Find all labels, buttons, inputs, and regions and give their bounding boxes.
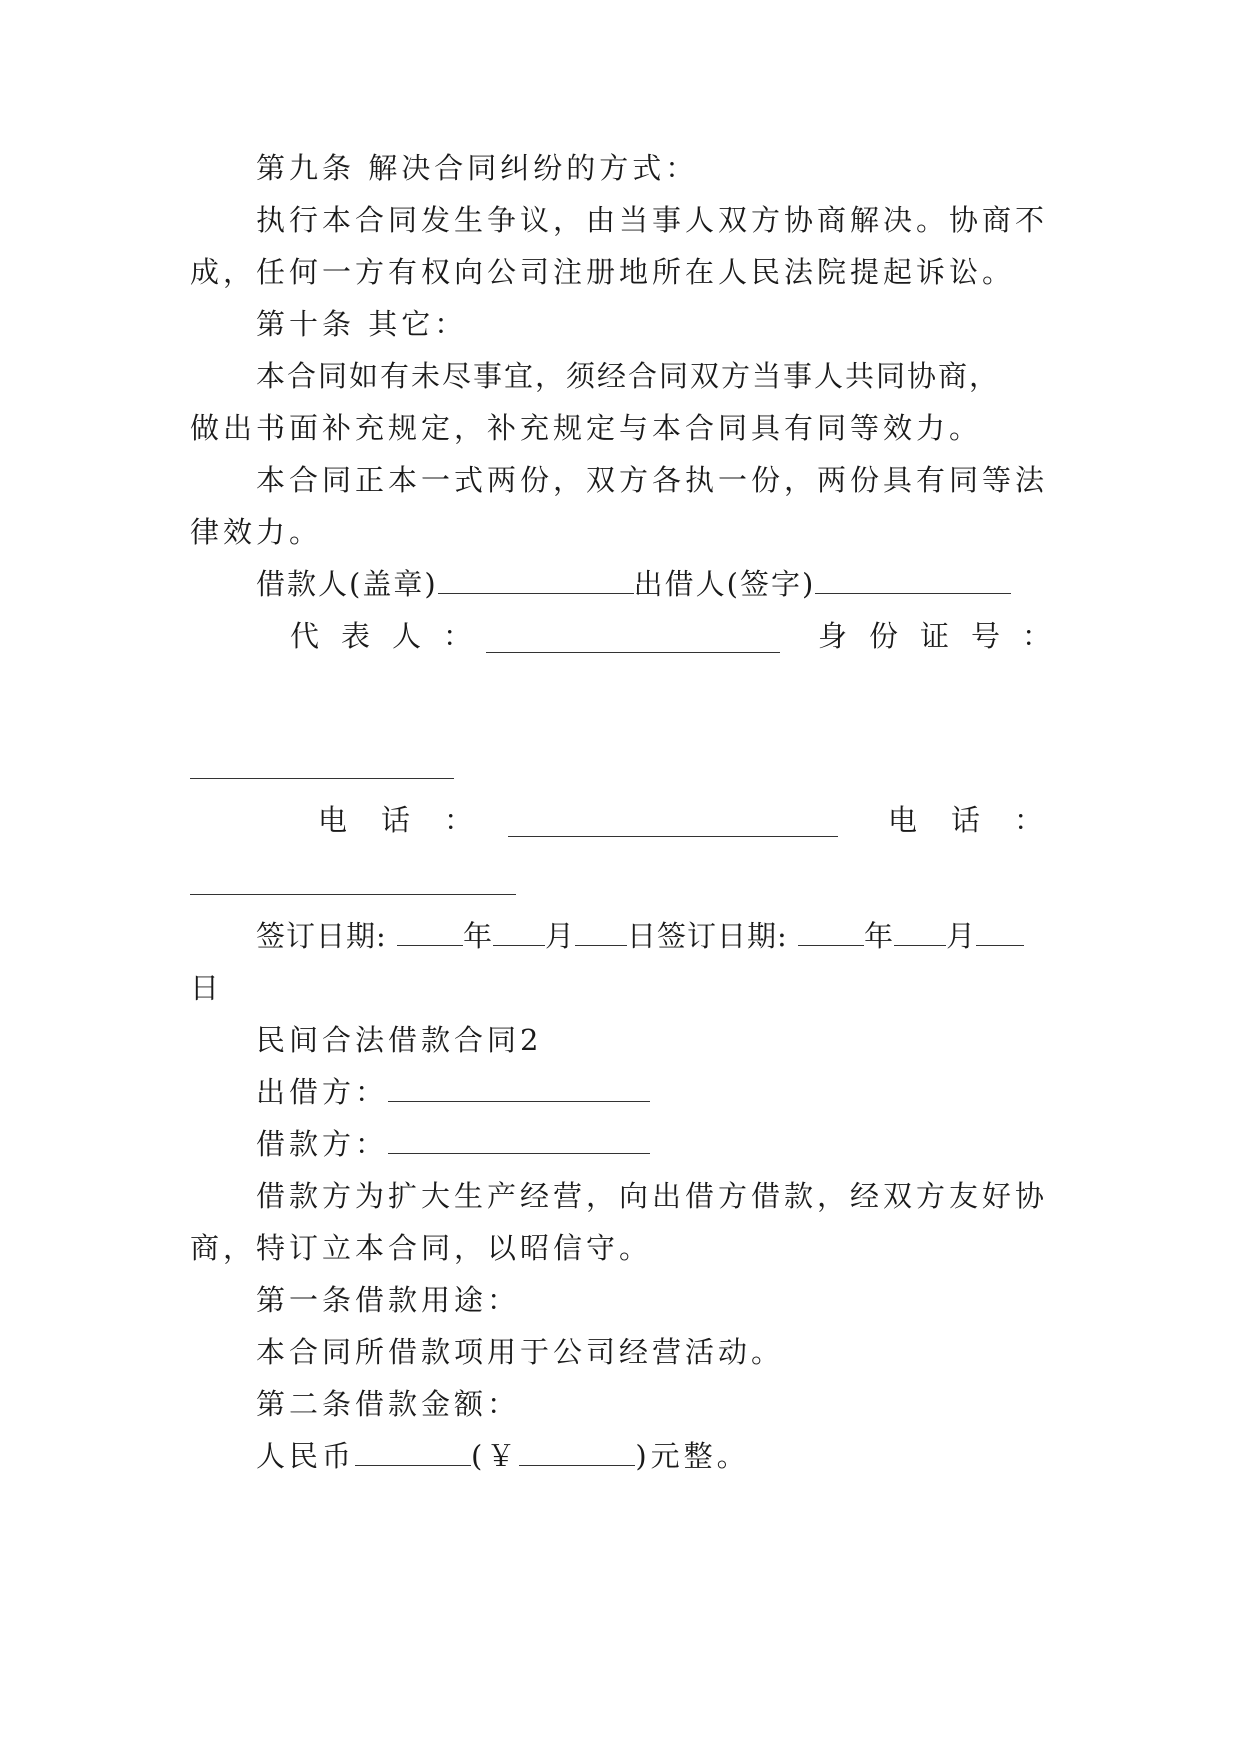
article-1-body: 本合同所借款项用于公司经营活动。 xyxy=(256,1335,785,1369)
lender-label: 出借方： xyxy=(256,1075,389,1109)
paragraph-line: 执行本合同发生争议，由当事人双方协商解决。协商不 xyxy=(256,203,1049,237)
rmb-blank xyxy=(355,1439,471,1466)
year-blank xyxy=(397,919,463,946)
borrower-label: 借款方： xyxy=(256,1127,389,1161)
id-number-label: 身份证号： xyxy=(818,619,1074,653)
borrower-seal-label: 借款人(盖章) xyxy=(256,567,438,601)
article-9-title: 第九条 解决合同纠纷的方式： xyxy=(256,151,699,185)
phone-blank-right xyxy=(190,894,516,895)
month-label-2: 月 xyxy=(946,919,977,953)
borrower-row xyxy=(256,1126,650,1162)
month-blank xyxy=(493,919,545,946)
sign-date-row xyxy=(256,918,1024,954)
representative-label: 代表人： xyxy=(290,619,495,653)
article-10-title: 第十条 其它： xyxy=(256,307,468,341)
day-blank xyxy=(575,919,627,946)
signature-row xyxy=(256,566,1011,602)
paragraph-line: 律效力。 xyxy=(190,515,323,549)
paragraph-line: 本合同如有未尽事宜，须经合同双方当事人共同协商， xyxy=(256,359,1001,393)
day-label: 日 xyxy=(627,919,658,953)
representative-blank xyxy=(486,626,780,653)
rmb-label: 人民币 xyxy=(256,1439,356,1473)
phone-label-right: 电话： xyxy=(888,803,1078,837)
article-1-title: 第一条借款用途： xyxy=(256,1283,521,1317)
paragraph-line: 做出书面补充规定，补充规定与本合同具有同等效力。 xyxy=(190,411,983,445)
paragraph-line: 商，特订立本合同，以昭信守。 xyxy=(190,1231,653,1265)
paragraph-line: 借款方为扩大生产经营，向出借方借款，经双方友好协 xyxy=(256,1179,1049,1213)
contract-2-title: 民间合法借款合同2 xyxy=(256,1023,543,1057)
day-blank-2 xyxy=(976,919,1024,946)
article-2-title: 第二条借款金额： xyxy=(256,1387,521,1421)
day-label-wrap: 日 xyxy=(190,971,224,1005)
yen-blank xyxy=(519,1439,635,1466)
month-blank-2 xyxy=(894,919,946,946)
sign-date-label: 签订日期: xyxy=(256,919,387,953)
borrower-seal-blank xyxy=(438,567,634,594)
lender-row xyxy=(256,1074,650,1110)
year-blank-2 xyxy=(798,919,864,946)
paragraph-line: 成，任何一方有权向公司注册地所在人民法院提起诉讼。 xyxy=(190,255,1016,289)
paragraph-line: 本合同正本一式两份，双方各执一份，两份具有同等法 xyxy=(256,463,1049,497)
year-label: 年 xyxy=(463,919,494,953)
yuan-end: )元整。 xyxy=(635,1439,750,1473)
sign-date-label-2: 签订日期: xyxy=(657,919,788,953)
phone-blank-left xyxy=(508,810,838,837)
amount-row xyxy=(256,1438,750,1474)
yen-open: (￥ xyxy=(471,1439,520,1473)
lender-blank xyxy=(388,1075,650,1102)
year-label-2: 年 xyxy=(864,919,895,953)
borrower-blank xyxy=(388,1127,650,1154)
phone-label-left: 电话： xyxy=(318,803,508,837)
lender-sign-label: 出借人(签字) xyxy=(633,567,816,601)
lender-sign-blank xyxy=(815,567,1011,594)
id-number-blank xyxy=(190,778,454,779)
month-label: 月 xyxy=(545,919,576,953)
